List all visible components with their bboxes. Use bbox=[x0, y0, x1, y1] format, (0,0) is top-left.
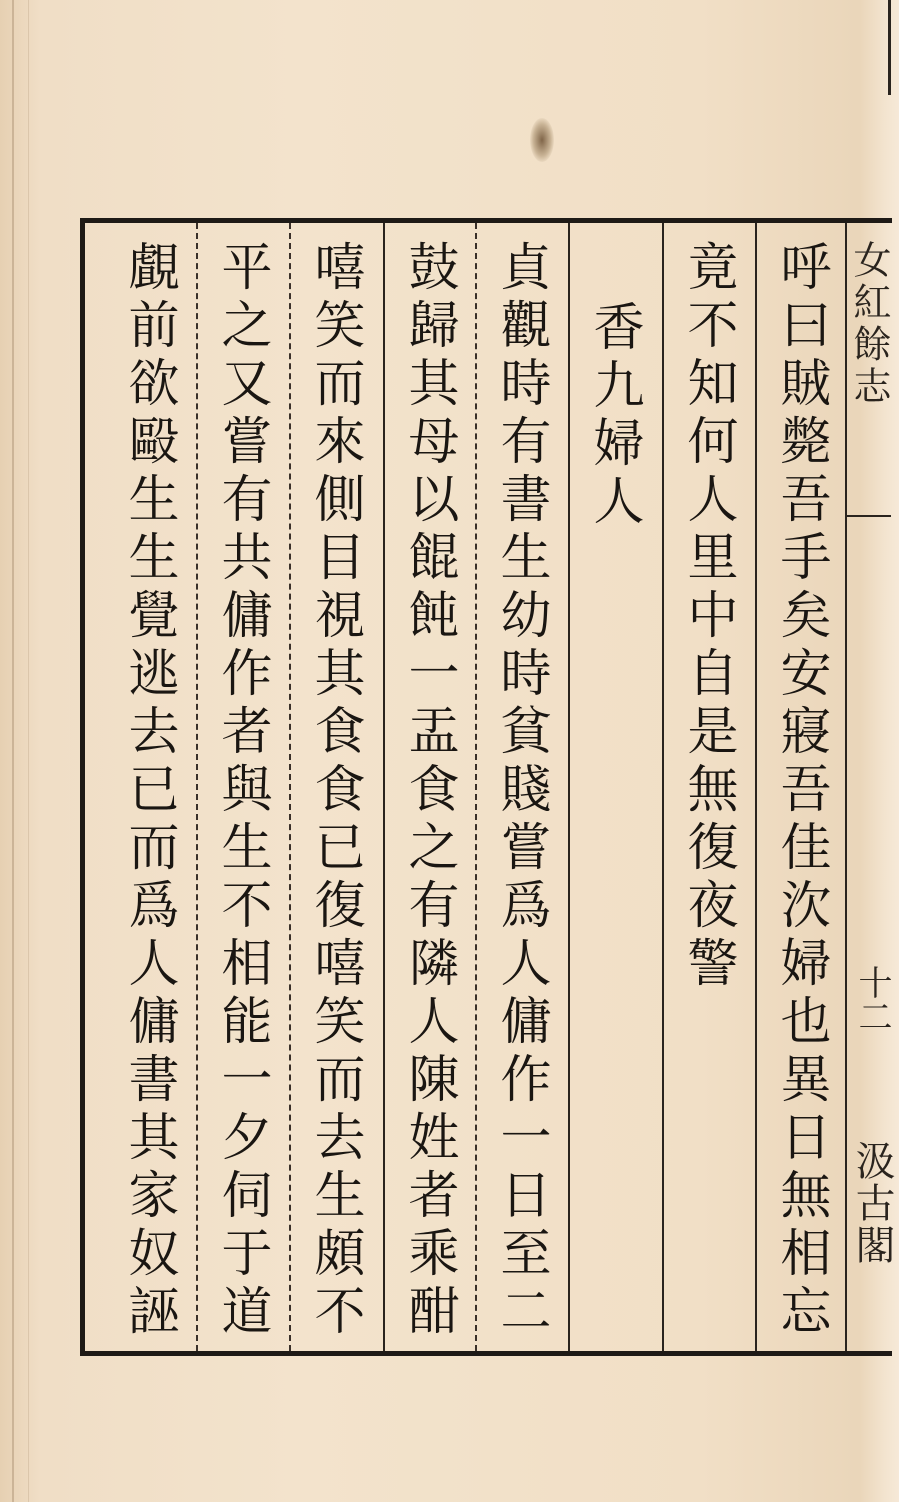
text-column-2: 竟不知何人里中自是無復夜警 bbox=[678, 240, 737, 994]
binding-fold-inner bbox=[28, 0, 29, 1502]
text-column-4: 貞觀時有書生幼時貧賤嘗爲人傭作一日至二 bbox=[491, 240, 550, 1342]
section-heading: 香九婦人 bbox=[584, 300, 643, 532]
publisher-name: 汲古閣 bbox=[849, 1140, 895, 1266]
text-column-1: 呼曰賊斃吾手矣安寢吾佳㳄婦也異日無相忘 bbox=[771, 240, 830, 1342]
book-title: 女紅餘志 bbox=[847, 240, 891, 408]
column-rule bbox=[196, 223, 198, 1351]
text-column-5: 鼓歸其母以餛飩一盂食之有隣人陳姓者乘酣 bbox=[399, 240, 458, 1342]
column-rule bbox=[568, 223, 570, 1351]
column-rule bbox=[662, 223, 664, 1351]
binding-fold bbox=[12, 0, 14, 1502]
text-column-8: 覰前欲毆生生覺逃去已而爲人傭書其家奴誣 bbox=[119, 240, 178, 1342]
column-rule bbox=[755, 223, 757, 1351]
column-rule bbox=[475, 223, 477, 1351]
margin-rule bbox=[845, 515, 891, 517]
text-column-7: 平之又嘗有共傭作者與生不相能一夕伺于道 bbox=[212, 240, 271, 1342]
paper-stain bbox=[530, 118, 554, 162]
text-column-6: 嘻笑而來側目視其食食已復嘻笑而去生頗不 bbox=[305, 240, 364, 1342]
page-number: 十二 bbox=[852, 965, 892, 1033]
column-rule bbox=[383, 223, 385, 1351]
edge-rule bbox=[888, 0, 891, 95]
column-rule bbox=[289, 223, 291, 1351]
